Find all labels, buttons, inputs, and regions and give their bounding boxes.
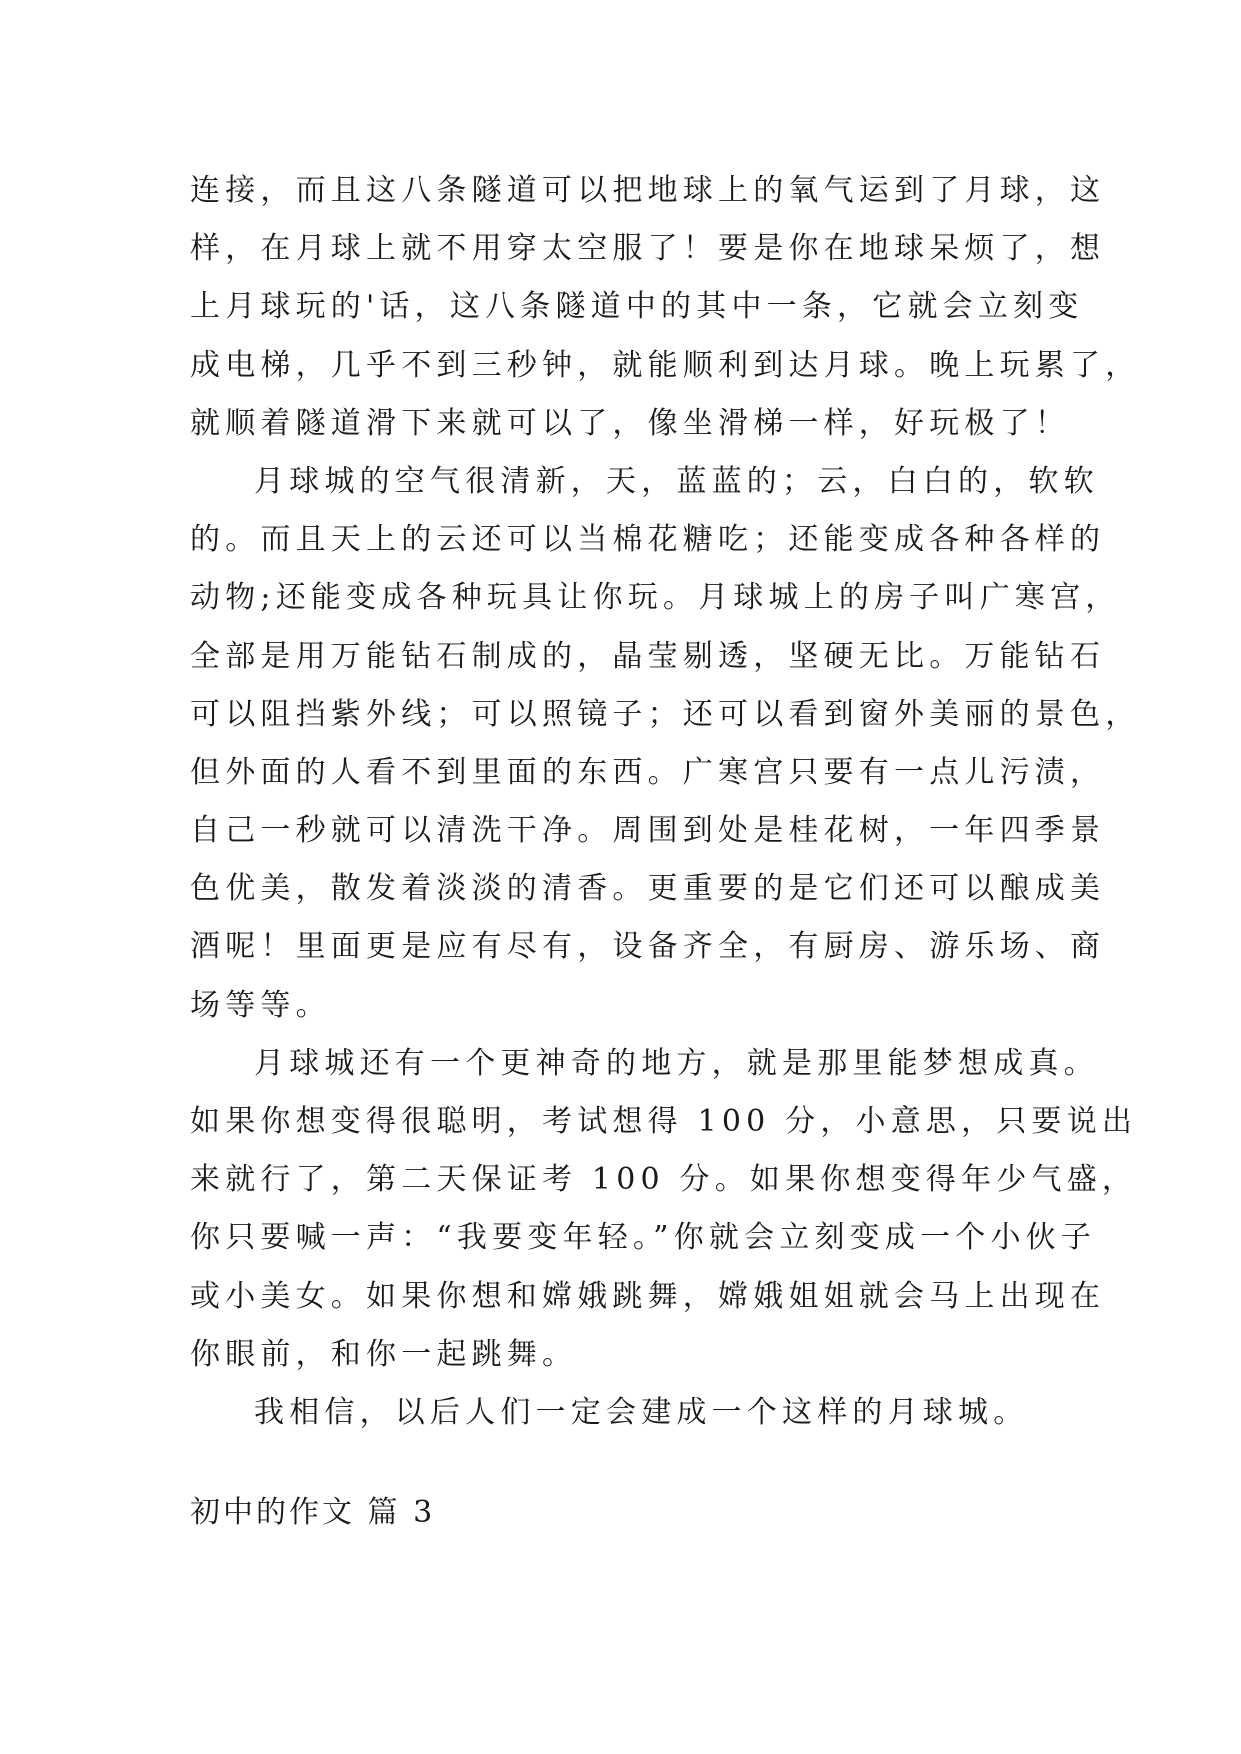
text-line: 如果你想变得很聪明，考试想得 100 分，小意思，只要说出 xyxy=(190,1104,1138,1139)
text-line: 但外面的人看不到里面的东西。广寒宫只要有一点儿污渍， xyxy=(190,754,1106,790)
text-line: 你眼前，和你一起跳舞。 xyxy=(190,1336,578,1372)
text-line: 上月球玩的'话，这八条隧道中的其中一条，它就会立刻变 xyxy=(190,289,1084,325)
paragraph-first-line: 我相信，以后人们一定会建成一个这样的月球城。 xyxy=(254,1394,1029,1430)
text-line: 或小美女。如果你想和嫦娥跳舞，嫦娥姐姐就会马上出现在 xyxy=(190,1278,1106,1314)
text-line: 就顺着隧道滑下来就可以了，像坐滑梯一样，好玩极了！ xyxy=(190,405,1070,441)
text-line: 场等等。 xyxy=(190,987,331,1023)
text-line: 动物;还能变成各种玩具让你玩。月球城上的房子叫广寒宫， xyxy=(190,580,1121,616)
text-line: 全部是用万能钻石制成的，晶莹剔透，坚硬无比。万能钻石 xyxy=(190,638,1106,674)
text-line: 来就行了，第二天保证考 100 分。如果你想变得年少气盛， xyxy=(190,1162,1138,1198)
text-line: 你只要喊一声：“我要变年轻。”你就会立刻变成一个小伙子 xyxy=(190,1220,1097,1256)
section-heading: 初中的作文 篇 3 xyxy=(190,1495,436,1530)
paragraph-first-line: 月球城的空气很清新，天，蓝蓝的；云，白白的，软软 xyxy=(254,463,1099,499)
text-line: 样，在月球上就不用穿太空服了！要是你在地球呆烦了，想 xyxy=(190,231,1106,267)
text-line: 成电梯，几乎不到三秒钟，就能顺利到达月球。晚上玩累了， xyxy=(190,347,1141,383)
text-line: 的。而且天上的云还可以当棉花糖吃；还能变成各种各样的 xyxy=(190,522,1106,558)
paragraph-first-line: 月球城还有一个更神奇的地方，就是那里能梦想成真。 xyxy=(254,1045,1099,1081)
text-line: 酒呢！里面更是应有尽有，设备齐全，有厨房、游乐场、商 xyxy=(190,929,1106,965)
text-line: 连接，而且这八条隧道可以把地球上的氧气运到了月球，这 xyxy=(190,173,1106,208)
text-line: 可以阻挡紫外线；可以照镜子；还可以看到窗外美丽的景色， xyxy=(190,696,1141,732)
essay-body xyxy=(190,162,1141,1442)
text-line: 自己一秒就可以清洗干净。周围到处是桂花树，一年四季景 xyxy=(190,813,1106,849)
text-line: 色优美，散发着淡淡的清香。更重要的是它们还可以酿成美 xyxy=(190,871,1106,907)
